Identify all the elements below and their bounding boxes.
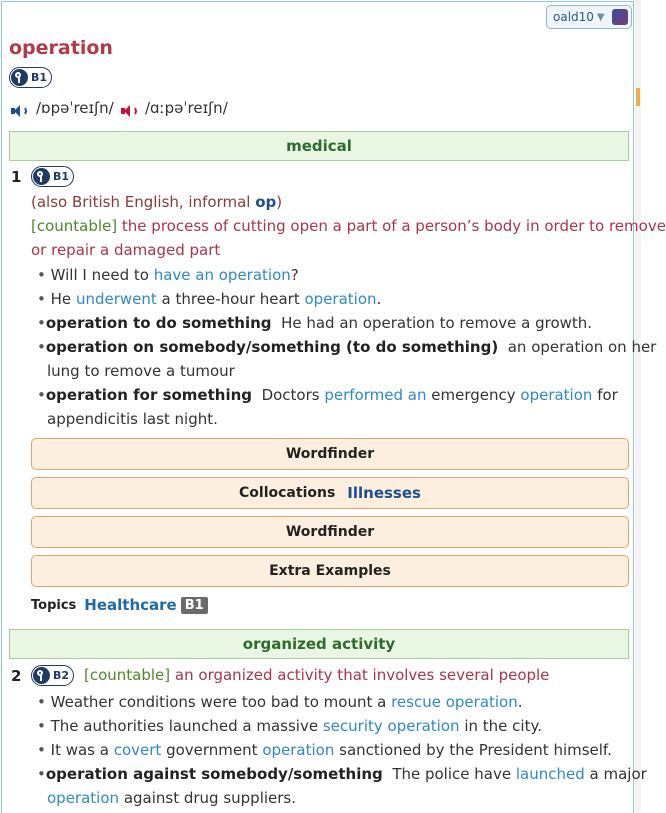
dictionary-selector-label: oald10 (553, 10, 594, 24)
collocation-link[interactable]: operation (520, 386, 593, 404)
example: • Weather conditions were too bad to mount a rescue operation. (37, 693, 523, 711)
grammar-pattern: operation for something (45, 386, 253, 404)
speaker-icon (10, 103, 30, 119)
variant-line (31, 193, 282, 211)
dictionary-selector[interactable] (546, 5, 632, 29)
collocation-link[interactable]: covert (113, 741, 162, 759)
pattern-example: •operation for something Doctors performed an emergency operation for (37, 386, 618, 404)
level-label: B1 (53, 170, 70, 183)
pattern-example: •operation to do something He had an operation to remove a growth. (37, 314, 593, 332)
grammar-label: [countable] (84, 666, 171, 684)
extra-examples-box[interactable]: Extra Examples (31, 555, 629, 587)
collocation-link[interactable]: have an operation (153, 266, 291, 284)
collocations-topic: Illnesses (347, 484, 421, 502)
pattern-example-line2: appendicitis last night. (47, 410, 218, 428)
audio-british-button[interactable] (10, 101, 30, 119)
grammar-label: [countable] (31, 217, 118, 235)
topic-level: B1 (181, 597, 208, 614)
variant-prefix: (also British English, informal (31, 193, 251, 211)
example: • He underwent a three-hour heart operation. (37, 290, 382, 308)
sense-number: 1 (11, 168, 22, 186)
collocation-link[interactable]: launched (515, 765, 585, 783)
app-icon (612, 9, 628, 25)
sense-number: 2 (11, 667, 22, 685)
variant-suffix: ) (276, 193, 283, 211)
level-badge (31, 166, 74, 189)
headword: operation (9, 37, 113, 59)
wordfinder-box[interactable]: Wordfinder (31, 438, 629, 470)
example: • Will I need to have an operation? (37, 266, 299, 284)
pattern-example: •operation on somebody/something (to do something) an operation on her (37, 338, 657, 356)
topic-link[interactable]: Healthcare (84, 596, 177, 614)
example: • It was a covert government operation sanctioned by the President himself. (37, 741, 612, 759)
key-icon (11, 69, 28, 86)
definition-text-line2: or repair a damaged part (31, 241, 221, 259)
grammar-pattern: operation to do something (45, 314, 272, 332)
grammar-pattern: operation on somebody/something (to do something) (45, 338, 499, 356)
collocation-link[interactable]: operation (262, 741, 335, 759)
speaker-icon (120, 103, 140, 119)
level-badge (31, 665, 74, 688)
scroll-marker (636, 88, 640, 106)
pattern-example: •operation against somebody/something The police have launched a major (37, 765, 647, 783)
variant-word: op (255, 193, 277, 211)
level-badge (9, 67, 52, 90)
topics-label: Topics (31, 597, 77, 613)
scrollbar[interactable] (635, 0, 641, 812)
sense-group-heading[interactable]: medical (9, 131, 629, 161)
collocation-link[interactable]: security operation (322, 717, 460, 735)
pattern-example-line2: operation against drug suppliers. (47, 789, 297, 807)
entry-panel (1, 1, 634, 813)
pronunciation-american: /ɑːpəˈreɪʃn/ (145, 99, 228, 117)
definition-text: an organized activity that involves several people (174, 666, 550, 684)
key-icon (33, 168, 50, 185)
definition-text: the process of cutting open a part of a person’s body in order to remove (121, 217, 666, 235)
collocation-link[interactable]: operation (304, 290, 377, 308)
collocation-link[interactable]: rescue operation (391, 693, 518, 711)
sense-group-heading[interactable]: organized activity (9, 629, 629, 659)
chevron-down-icon: ▼ (596, 11, 605, 23)
level-label: B1 (31, 71, 48, 84)
definition (84, 666, 549, 684)
pronunciation-british: /ɒpəˈreɪʃn/ (36, 99, 114, 117)
example: • The authorities launched a massive security operation in the city. (37, 717, 542, 735)
collocation-link[interactable]: operation (47, 789, 120, 807)
collocation-link[interactable]: underwent (75, 290, 157, 308)
definition (31, 217, 666, 235)
collocation-link[interactable]: performed an (324, 386, 427, 404)
key-icon (33, 667, 50, 684)
wordfinder-box[interactable]: Wordfinder (31, 516, 629, 548)
topics-row (31, 596, 208, 614)
audio-american-button[interactable] (120, 101, 140, 119)
pattern-example-line2: lung to remove a tumour (47, 362, 235, 380)
collocations-box[interactable]: Collocations Illnesses (31, 477, 629, 509)
level-label: B2 (53, 669, 70, 682)
grammar-pattern: operation against somebody/something (45, 765, 383, 783)
